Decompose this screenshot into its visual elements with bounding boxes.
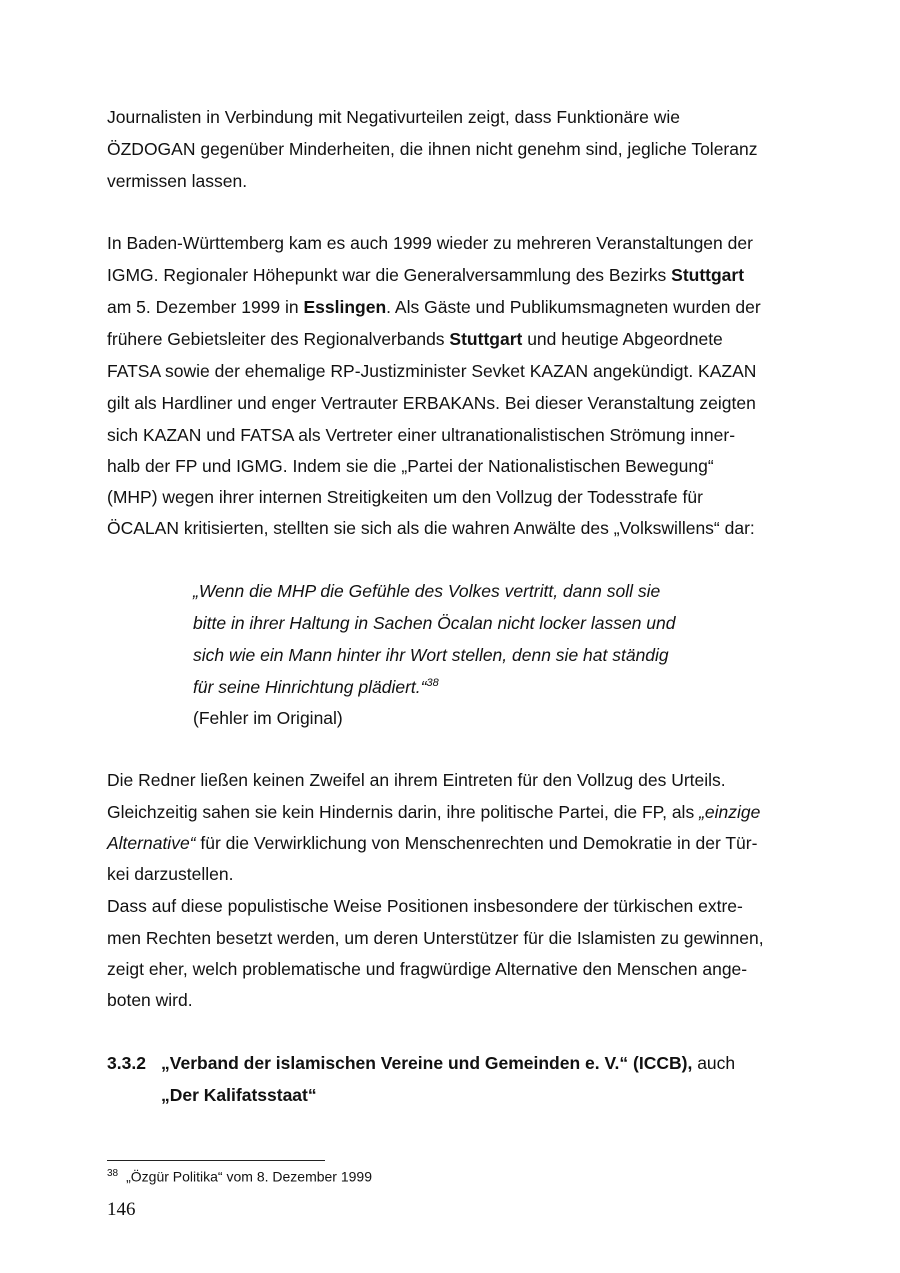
paragraph-3-line-2 xyxy=(107,802,760,822)
paragraph-2-line-2 xyxy=(107,265,744,285)
paragraph-3-line-5: Dass auf diese populistische Weise Positionen insbesondere der türkischen extre- xyxy=(107,896,743,916)
paragraph-2-line-6: gilt als Hardliner und enger Vertrauter ERBAKANs. Bei dieser Veranstaltung zeigten xyxy=(107,393,756,413)
paragraph-3-line-8: boten wird. xyxy=(107,990,193,1010)
bold-text: Esslingen xyxy=(303,297,387,317)
text-run: frühere Gebietsleiter des Regionalverbands xyxy=(107,329,450,349)
text-run: Gleichzeitig sahen sie kein Hindernis darin, ihre politische Partei, die FP, als xyxy=(107,802,700,822)
bold-text: Stuttgart xyxy=(671,265,745,285)
paragraph-2-line-1: In Baden-Württemberg kam es auch 1999 wieder zu mehreren Veranstaltungen der xyxy=(107,233,753,253)
text-run: IGMG. Regionaler Höhepunkt war die Generalversammlung des Bezirks xyxy=(107,265,672,285)
paragraph-2-line-4 xyxy=(107,329,723,349)
paragraph-2-line-5: FATSA sowie der ehemalige RP-Justizminister Sevket KAZAN angekündigt. KAZAN xyxy=(107,361,757,381)
quote-line-2: bitte in ihrer Haltung in Sachen Öcalan nicht locker lassen und xyxy=(193,613,676,633)
footnote-text: „Özgür Politika“ vom 8. Dezember 1999 xyxy=(126,1168,372,1185)
italic-text: Alternative“ xyxy=(107,833,196,853)
paragraph-2-line-10: ÖCALAN kritisierten, stellten sie sich als die wahren Anwälte des „Volkswillens“ dar: xyxy=(107,518,755,538)
paragraph-1-line-1: Journalisten in Verbindung mit Negativurteilen zeigt, dass Funktionäre wie xyxy=(107,107,680,127)
section-title-line-1 xyxy=(161,1053,735,1073)
quote-note: (Fehler im Original) xyxy=(193,708,343,728)
quote-line-1: „Wenn die MHP die Gefühle des Volkes vertritt, dann soll sie xyxy=(193,581,661,601)
text-run: und heutige Abgeordnete xyxy=(522,329,723,349)
quote-line-4 xyxy=(193,677,439,697)
section-title-normal: auch xyxy=(692,1053,736,1073)
paragraph-2-line-8: halb der FP und IGMG. Indem sie die „Partei der Nationalistischen Bewegung“ xyxy=(107,456,714,476)
paragraph-3-line-7: zeigt eher, welch problematische und fragwürdige Alternative den Menschen ange- xyxy=(107,959,748,979)
section-title-bold: „Verband der islamischen Vereine und Gemeinden e. V.“ (ICCB), xyxy=(161,1053,693,1073)
bold-text: Stuttgart xyxy=(449,329,523,349)
italic-text: „einzige xyxy=(699,802,761,822)
text-run: für seine Hinrichtung plädiert.“ xyxy=(193,677,427,697)
section-heading xyxy=(107,1053,146,1073)
section-number: 3.3.2 xyxy=(107,1053,146,1073)
quote-line-3: sich wie ein Mann hinter ihr Wort stellen, denn sie hat ständig xyxy=(193,645,669,665)
paragraph-2-line-7: sich KAZAN und FATSA als Vertreter einer ultranationalistischen Strömung inner- xyxy=(107,425,736,445)
text-run: am 5. Dezember 1999 in xyxy=(107,297,304,317)
section-title-line-2: „Der Kalifatsstaat“ xyxy=(161,1085,317,1105)
footnote-number: 38 xyxy=(107,1168,119,1179)
paragraph-3-line-3 xyxy=(107,833,757,853)
page-number: 146 xyxy=(107,1199,136,1220)
paragraph-2-line-9: (MHP) wegen ihrer internen Streitigkeiten um den Vollzug der Todesstrafe für xyxy=(107,487,703,507)
paragraph-3-line-6: men Rechten besetzt werden, um deren Unterstützer für die Islamisten zu gewinnen, xyxy=(107,928,764,948)
paragraph-3-line-1: Die Redner ließen keinen Zweifel an ihrem Eintreten für den Vollzug des Urteils. xyxy=(107,770,726,790)
text-run: . Als Gäste und Publikumsmagneten wurden der xyxy=(386,297,761,317)
footnote xyxy=(107,1168,372,1185)
text-run: für die Verwirklichung von Menschenrechten und Demokratie in der Tür- xyxy=(195,833,758,853)
footnote-reference[interactable]: 38 xyxy=(426,677,439,690)
paragraph-1-line-3: vermissen lassen. xyxy=(107,171,248,191)
paragraph-2-line-3 xyxy=(107,297,761,317)
footnote-divider xyxy=(107,1160,325,1161)
paragraph-3-line-4: kei darzustellen. xyxy=(107,864,234,884)
paragraph-1-line-2: ÖZDOGAN gegenüber Minderheiten, die ihnen nicht genehm sind, jegliche Toleranz xyxy=(107,139,758,159)
